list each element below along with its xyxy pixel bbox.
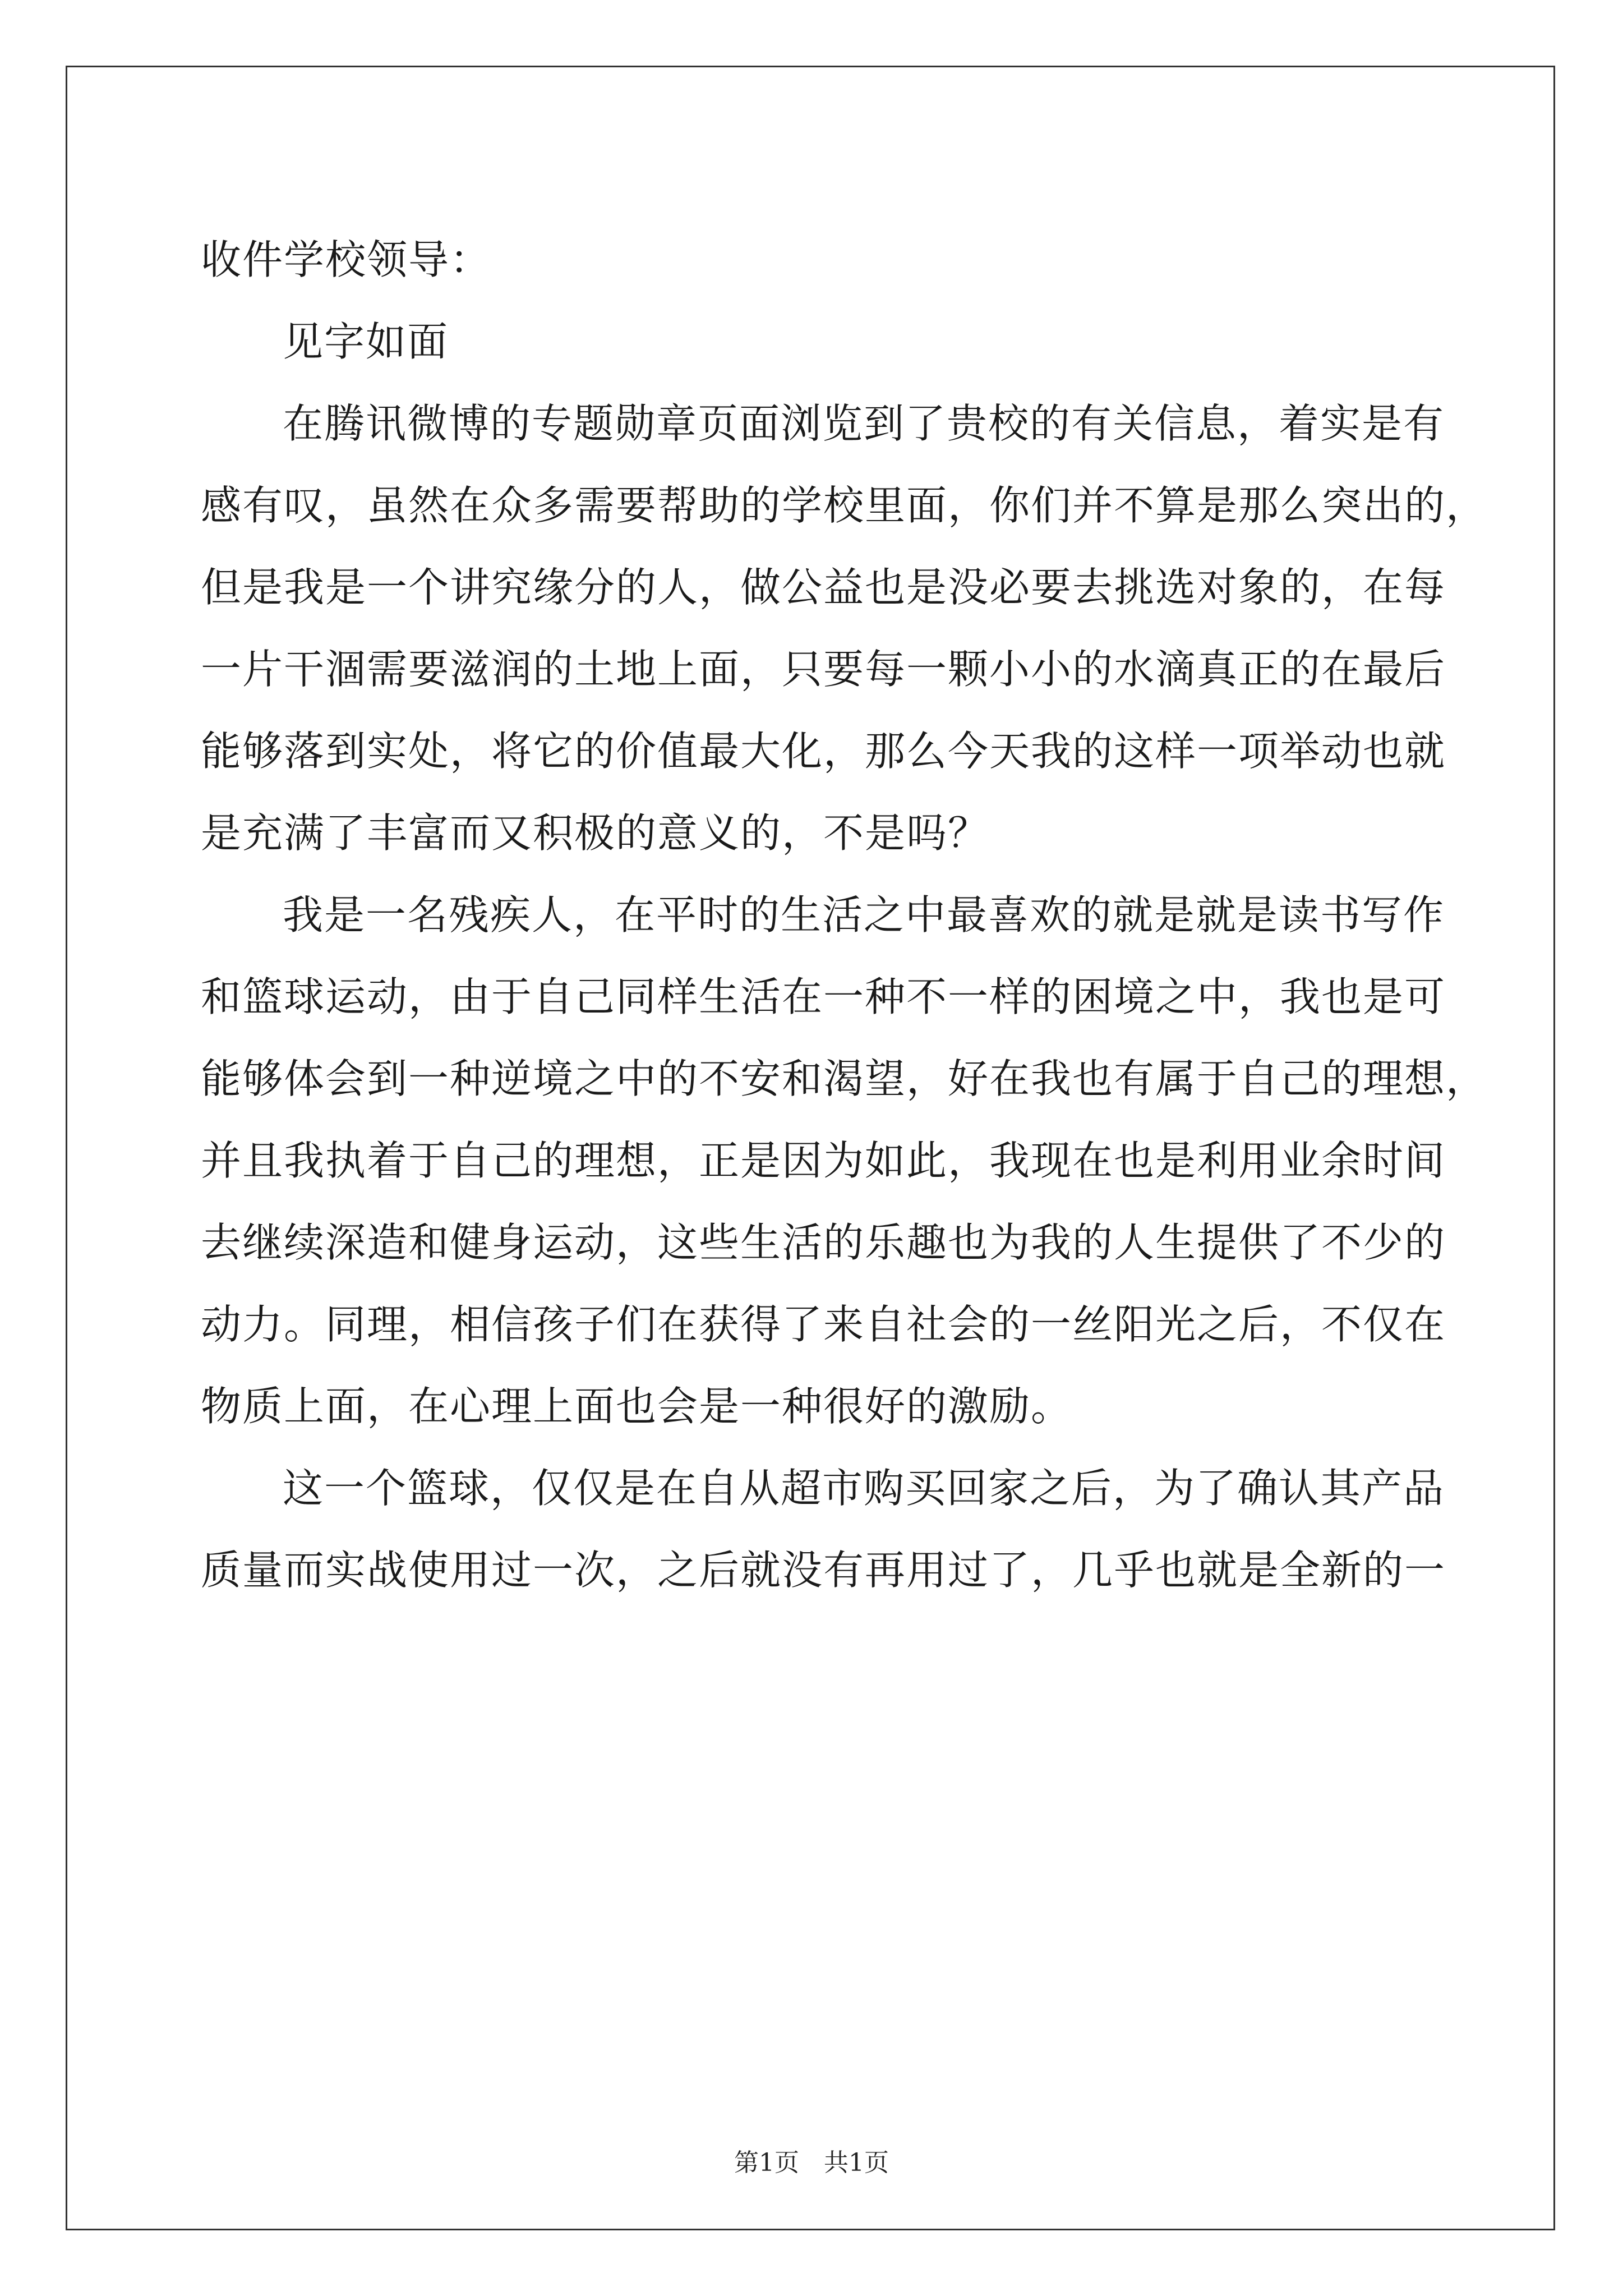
paragraph-1 — [201, 383, 1488, 874]
paragraph-line: 物质上面，在心理上面也会是一种很好的激励。 — [201, 1383, 1073, 1430]
paragraph-line: 这一个篮球，仅仅是在自从超市购买回家之后，为了确认其产品 — [283, 1465, 1445, 1512]
greeting — [201, 301, 1429, 383]
document-body — [201, 219, 1488, 1611]
greeting-line: 见字如面 — [283, 318, 449, 365]
paragraph-line: 在腾讯微博的专题勋章页面浏览到了贵校的有关信息，着实是有 — [283, 400, 1445, 447]
paragraph-line: 一片干涸需要滋润的土地上面，只要每一颗小小的水滴真正的在最后 — [201, 646, 1446, 693]
paragraph-line: 并且我执着于自己的理想，正是因为如此，我现在也是利用业余时间 — [201, 1137, 1446, 1184]
paragraph-line: 和篮球运动，由于自己同样生活在一种不一样的困境之中，我也是可 — [201, 973, 1446, 1020]
page-footer: 第1页 共1页 — [734, 2148, 889, 2177]
paragraph-line: 感有叹，虽然在众多需要帮助的学校里面，你们并不算是那么突出的， — [201, 482, 1488, 529]
salutation-line: 收件学校领导： — [201, 236, 492, 283]
paragraph-line: 能够体会到一种逆境之中的不安和渴望，好在我也有属于自己的理想， — [201, 1055, 1488, 1102]
paragraph-line: 动力。同理，相信孩子们在获得了来自社会的一丝阳光之后，不仅在 — [201, 1301, 1446, 1348]
paragraph-2 — [201, 874, 1488, 1447]
paragraph-line: 我是一名残疾人，在平时的生活之中最喜欢的就是就是读书写作 — [283, 891, 1445, 938]
paragraph-line: 能够落到实处，将它的价值最大化，那么今天我的这样一项举动也就 — [201, 728, 1446, 775]
paragraph-line: 是充满了丰富而又积极的意义的，不是吗？ — [201, 809, 990, 857]
paragraph-3 — [201, 1447, 1446, 1611]
paragraph-line: 质量而实战使用过一次，之后就没有再用过了，几乎也就是全新的一 — [201, 1547, 1446, 1594]
paragraph-line: 但是我是一个讲究缘分的人，做公益也是没必要去挑选对象的，在每 — [201, 564, 1446, 611]
salutation — [201, 219, 1429, 301]
paragraph-line: 去继续深造和健身运动，这些生活的乐趣也为我的人生提供了不少的 — [201, 1219, 1446, 1266]
